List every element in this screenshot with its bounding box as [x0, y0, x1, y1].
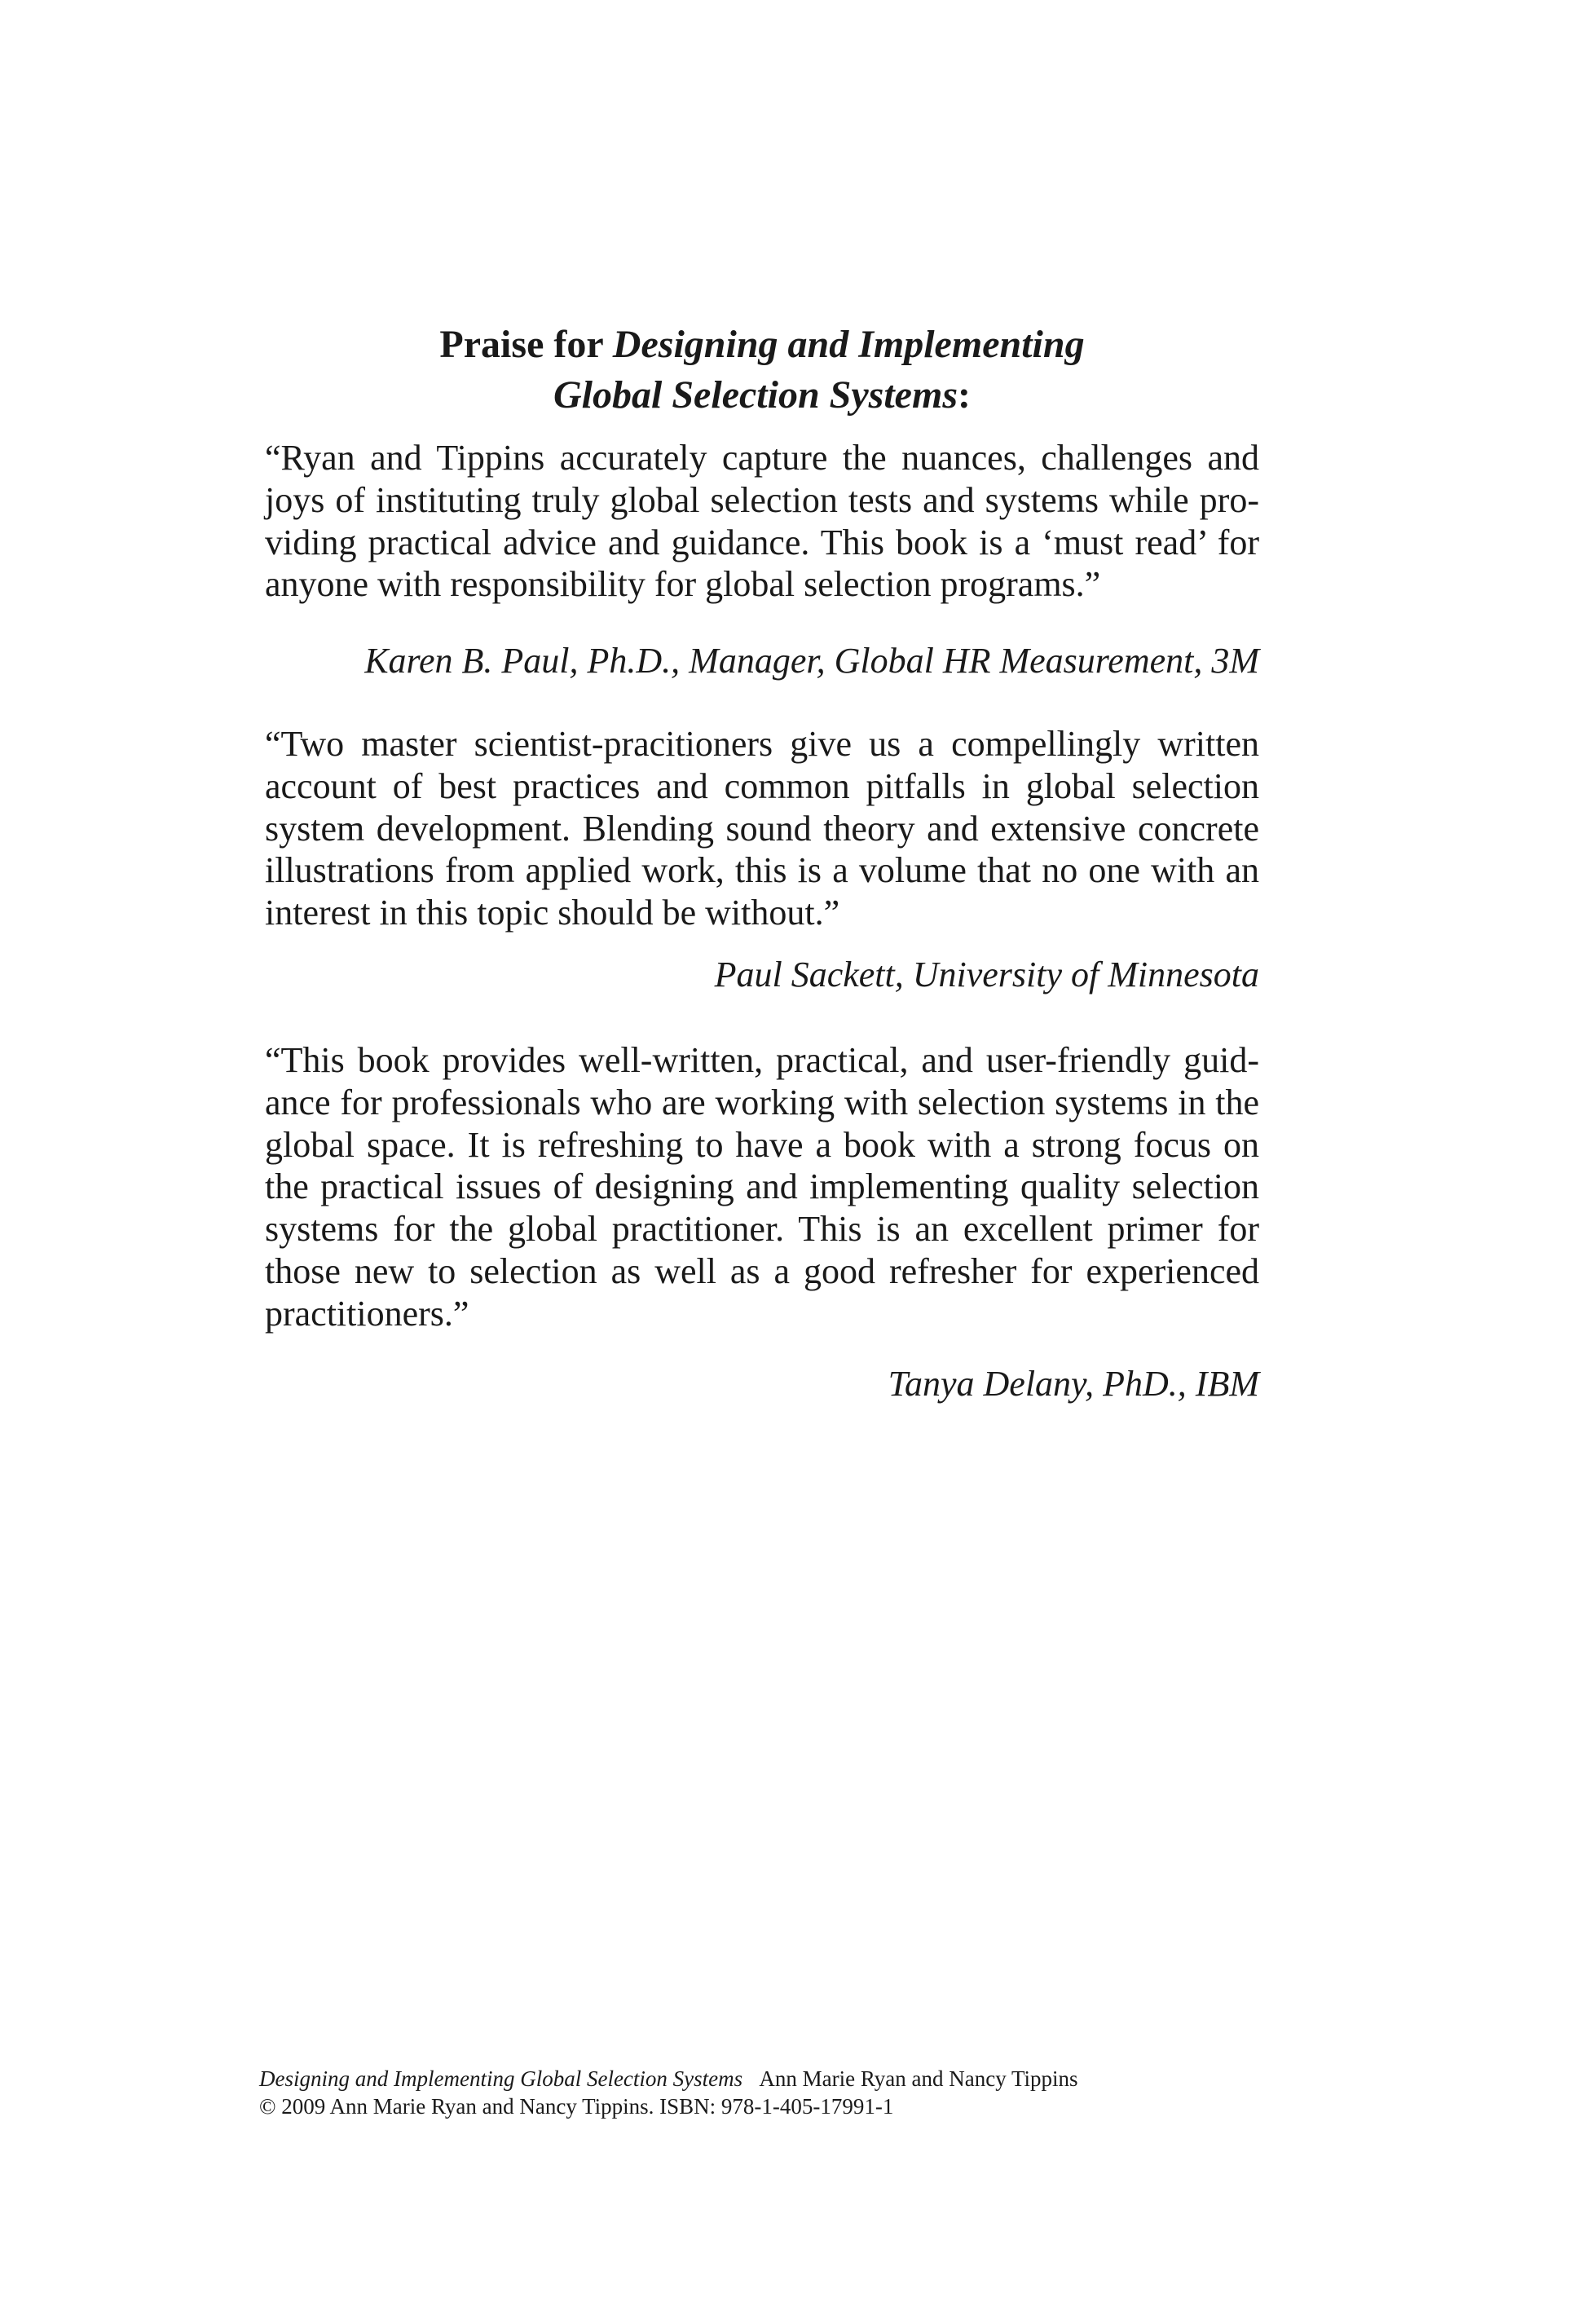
testimonial-quote: “Ryan and Tippins accurately capture the nuances, challenges and joys of instituting truly global selection tests and systems while providing practical advice and guidance. This book is a ‘must read’ for anyone with responsibility for global selection programs.” — [265, 438, 1259, 605]
page-heading — [265, 320, 1259, 421]
testimonial-attribution: Paul Sackett, University of Minnesota — [714, 955, 1259, 994]
testimonial-quote: “Two master scientist-pracitioners give us a compellingly written account of best practices and common pitfalls in global selection system development. Blending sound theory and extensive concrete illustrations from applied work, this is a volume that no one with an interest in this topic should be without.” — [265, 724, 1259, 933]
footer-copyright: © 2009 Ann Marie Ryan and Nancy Tippins. ISBN: 978-1-405-17991-1 — [259, 2094, 894, 2119]
heading-prefix: Praise for — [439, 323, 613, 366]
testimonial-quote: “This book provides well-written, practical, and user-friendly guidance for professionals who are working with selection systems in the global space. It is refreshing to have a book with a strong focus on the practical issues of designing and implementing quality selection systems for the global practitioner. This is an excellent primer for those new to selection as well as a good refresher for experienced practitioners.” — [265, 1040, 1259, 1334]
footer-book-title: Designing and Implementing Global Selection Systems — [259, 2066, 743, 2091]
heading-line-2 — [265, 370, 1259, 421]
heading-suffix: : — [958, 373, 971, 417]
footer-line-1 — [259, 2065, 1319, 2092]
heading-book-title-part2: Global Selection Systems — [553, 373, 958, 417]
heading-book-title-part1: Designing and Implementing — [612, 323, 1085, 366]
footer-authors: Ann Marie Ryan and Nancy Tippins — [759, 2066, 1078, 2091]
testimonial-attribution: Tanya Delany, PhD., IBM — [888, 1364, 1259, 1404]
copyright-footer — [259, 2065, 1319, 2120]
heading-line-1 — [265, 320, 1259, 370]
testimonial-attribution: Karen B. Paul, Ph.D., Manager, Global HR Measurement, 3M — [364, 641, 1259, 681]
